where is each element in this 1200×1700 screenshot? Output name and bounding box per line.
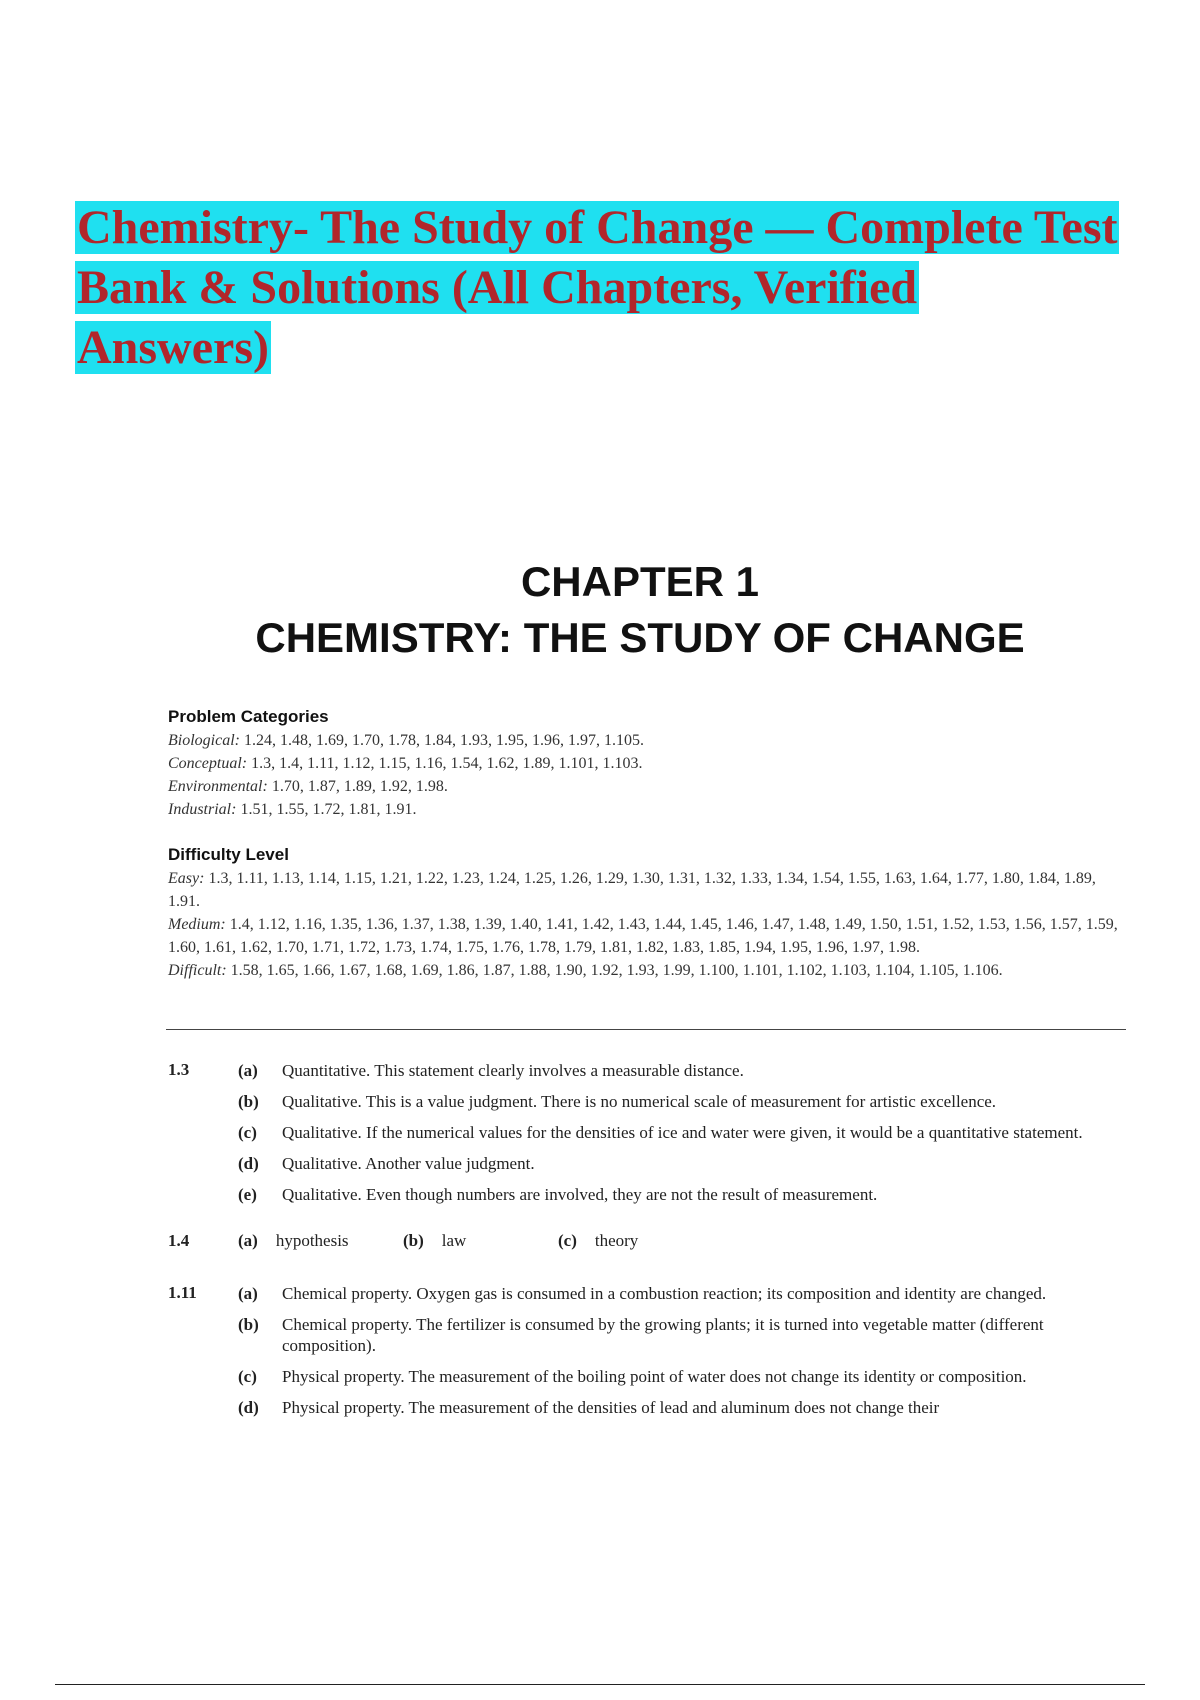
category-values: 1.3, 1.4, 1.11, 1.12, 1.15, 1.16, 1.54, 1.62, 1.89, 1.101, 1.103. (251, 755, 643, 772)
part-label: (b) (238, 1092, 259, 1111)
part-text: Qualitative. Another value judgment. (282, 1154, 535, 1173)
problem-categories-heading: Problem Categories (168, 707, 329, 726)
difficulty-line (168, 959, 1128, 982)
inline-answer (403, 1231, 466, 1251)
category-label: Environmental: (168, 778, 268, 795)
document-title-text: Chemistry- The Study of Change — Complete Test Bank & Solutions (All Chapters, Verified Answers) (77, 201, 1118, 374)
answer-part (238, 1122, 1128, 1143)
category-line (168, 752, 1128, 775)
category-values: 1.51, 1.55, 1.72, 1.81, 1.91. (240, 801, 417, 818)
problem-1-3 (168, 1060, 1128, 1205)
difficulty-values: 1.58, 1.65, 1.66, 1.67, 1.68, 1.69, 1.86, 1.87, 1.88, 1.90, 1.92, 1.93, 1.99, 1.100, 1.101, 1.102, 1.103, 1.104, 1.105, 1.106. (230, 962, 1003, 979)
chapter-number: CHAPTER 1 (520, 558, 760, 605)
difficulty-level (168, 843, 1128, 982)
problem-number: 1.11 (168, 1283, 197, 1302)
category-line (168, 798, 1128, 821)
answer-part (238, 1153, 1128, 1174)
problem-categories (168, 705, 1128, 821)
category-line (168, 729, 1128, 752)
answer-part (238, 1091, 1128, 1112)
inline-answer (558, 1231, 638, 1251)
difficulty-label: Medium: (168, 916, 226, 933)
title-banner (75, 198, 1118, 380)
part-text: Physical property. The measurement of the densities of lead and aluminum does not change their (282, 1398, 940, 1417)
problem-1-4 (168, 1231, 1128, 1253)
difficulty-values: 1.4, 1.12, 1.16, 1.35, 1.36, 1.37, 1.38, 1.39, 1.40, 1.41, 1.42, 1.43, 1.44, 1.45, 1.46, 1.47, 1.48, 1.49, 1.50, 1.51, 1.52, 1.53, 1.56, 1.57, 1.59, 1.60, 1.61, 1.62, 1.70, 1.71, 1.72, 1.73, 1.74, 1.75, 1.76, 1.78, 1.79, 1.81, 1.82, 1.83, 1.85, 1.94, 1.95, 1.96, 1.97, 1.98. (168, 916, 1118, 956)
answer-part (238, 1366, 1128, 1387)
part-label: (c) (238, 1123, 257, 1142)
part-text: Chemical property. Oxygen gas is consumed in a combustion reaction; its composition and identity are changed. (282, 1284, 1047, 1303)
category-label: Conceptual: (168, 755, 248, 772)
part-text: Physical property. The measurement of the boiling point of water does not change its identity or composition. (282, 1367, 1027, 1386)
part-label: (d) (238, 1154, 259, 1173)
document-title (75, 198, 1118, 378)
difficulty-line (168, 913, 1128, 959)
footer-divider (55, 1684, 1145, 1685)
answer-part (238, 1184, 1128, 1205)
difficulty-level-heading: Difficulty Level (168, 845, 289, 864)
part-label: (c) (238, 1367, 257, 1386)
answer-part (238, 1283, 1128, 1304)
part-label: (b) (238, 1315, 259, 1334)
part-label: (b) (403, 1231, 424, 1250)
category-label: Biological: (168, 732, 240, 749)
problem-1-11 (168, 1283, 1128, 1418)
part-label: (e) (238, 1185, 257, 1204)
difficulty-line (168, 867, 1128, 913)
problem-number: 1.3 (168, 1060, 190, 1079)
inline-answers (238, 1231, 1128, 1253)
answer-part (238, 1060, 1128, 1081)
category-values: 1.70, 1.87, 1.89, 1.92, 1.98. (271, 778, 448, 795)
inline-answer (238, 1231, 349, 1251)
difficulty-label: Easy: (168, 870, 205, 887)
section-divider (166, 1029, 1126, 1030)
answers-section (168, 1060, 1128, 1436)
part-label: (a) (238, 1284, 258, 1303)
answer-part (238, 1314, 1128, 1356)
problem-number: 1.4 (168, 1231, 190, 1250)
part-label: (d) (238, 1398, 259, 1417)
answer-part (238, 1397, 1128, 1418)
part-text: law (441, 1231, 467, 1250)
difficulty-label: Difficult: (168, 962, 227, 979)
part-text: Quantitative. This statement clearly involves a measurable distance. (282, 1061, 744, 1080)
part-text: Chemical property. The fertilizer is consumed by the growing plants; it is turned into vegetable matter (different composition). (282, 1315, 1044, 1355)
part-text: hypothesis (275, 1231, 349, 1250)
category-label: Industrial: (168, 801, 237, 818)
part-label: (c) (558, 1231, 577, 1250)
part-text: Qualitative. This is a value judgment. There is no numerical scale of measurement for artistic excellence. (282, 1092, 997, 1111)
part-label: (a) (238, 1231, 258, 1250)
chapter-title: CHEMISTRY: THE STUDY OF CHANGE (255, 614, 1025, 661)
category-line (168, 775, 1128, 798)
part-text: Qualitative. If the numerical values for the densities of ice and water were given, it would be a quantitative statement. (282, 1123, 1083, 1142)
part-text: Qualitative. Even though numbers are involved, they are not the result of measurement. (282, 1185, 878, 1204)
category-values: 1.24, 1.48, 1.69, 1.70, 1.78, 1.84, 1.93, 1.95, 1.96, 1.97, 1.105. (243, 732, 644, 749)
difficulty-values: 1.3, 1.11, 1.13, 1.14, 1.15, 1.21, 1.22, 1.23, 1.24, 1.25, 1.26, 1.29, 1.30, 1.31, 1.32, 1.33, 1.34, 1.54, 1.55, 1.63, 1.64, 1.77, 1.80, 1.84, 1.89, 1.91. (168, 870, 1096, 910)
part-text: theory (594, 1231, 639, 1250)
part-label: (a) (238, 1061, 258, 1080)
